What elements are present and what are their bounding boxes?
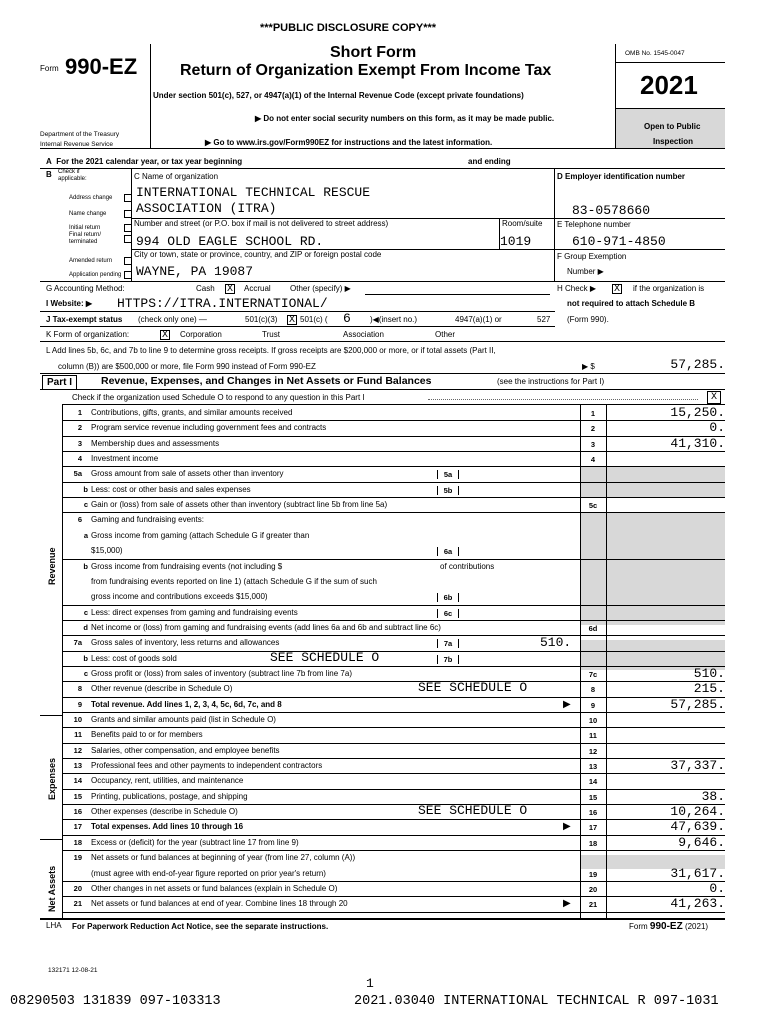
inner-box-label: 7b bbox=[437, 655, 459, 664]
line-number: 20 bbox=[73, 883, 82, 893]
line-label: Net income or (loss) from gaming and fundraising events (add lines 6a and 6b and subtract line 6c) bbox=[91, 622, 441, 632]
line-number: 14 bbox=[73, 776, 82, 786]
k-trust: Trust bbox=[262, 330, 280, 339]
line-amount: 10,264. bbox=[670, 804, 725, 820]
tax-year: 2021 bbox=[640, 70, 698, 100]
l-text-2: column (B)) are $500,000 or more, file Form 990 instead of Form 990-EZ bbox=[58, 362, 316, 371]
l-text-1: L Add lines 5b, 6c, and 7b to line 9 to determine gross receipts. If gross receipts are $200,000 or more, or if total assets (Part II, bbox=[46, 346, 496, 355]
line-column-number: 21 bbox=[588, 900, 598, 910]
line-number: 6 bbox=[77, 515, 82, 525]
line-column-number: 2 bbox=[590, 424, 596, 434]
line-amount: 41,310. bbox=[670, 435, 725, 451]
line-column-number: 18 bbox=[588, 838, 598, 848]
line-column-number: 5c bbox=[588, 501, 598, 511]
line-label: gross income and contributions exceeds $15,000) bbox=[91, 592, 268, 602]
line-amount: 0. bbox=[709, 420, 725, 436]
part1-schedule-o-checkbox[interactable]: X bbox=[707, 391, 721, 404]
line-number: 10 bbox=[73, 715, 82, 724]
line-amount: 9,646. bbox=[678, 834, 725, 850]
b-amended-return: Amended return bbox=[69, 258, 113, 264]
schedule-o-reference: SEE SCHEDULE O bbox=[418, 680, 528, 696]
side-label-expenses: Expenses bbox=[47, 757, 57, 800]
section-a-label: A For the 2021 calendar year, or tax year beginning bbox=[46, 157, 243, 166]
line-number: 5a bbox=[73, 469, 82, 479]
j-note: (check only one) — bbox=[138, 315, 207, 324]
j-501c3: 501(c)(3) bbox=[245, 315, 278, 324]
footer-lha: LHA bbox=[46, 921, 62, 930]
disclosure-notice: ***PUBLIC DISCLOSURE COPY*** bbox=[260, 22, 437, 34]
inner-box-label: 6b bbox=[437, 593, 459, 602]
b-name-change: Name change bbox=[69, 211, 107, 217]
form-number: 990-EZ bbox=[65, 54, 138, 79]
j-label: J Tax-exempt status bbox=[46, 315, 123, 324]
j-insert-number: 6 bbox=[343, 311, 351, 326]
inner-box-label: 6a bbox=[437, 547, 459, 556]
k-association: Association bbox=[343, 330, 384, 339]
k-corporation: Corporation bbox=[180, 330, 222, 339]
street-label: Number and street (or P.O. box if mail is not delivered to street address) bbox=[134, 219, 389, 228]
footer-left-id: 08290503 131839 097-103313 bbox=[10, 994, 221, 1009]
line-column-number: 10 bbox=[588, 716, 598, 725]
line-column-number: 20 bbox=[588, 884, 598, 894]
j-insert-label: )◀(insert no.) bbox=[370, 315, 418, 324]
g-label: G Accounting Method: bbox=[46, 284, 125, 293]
check-if-applicable: Check if applicable: bbox=[58, 169, 87, 182]
and-ending-label: and ending bbox=[468, 157, 511, 166]
line-number: b bbox=[83, 653, 88, 663]
city-label: City or town, state or province, country, and ZIP or foreign postal code bbox=[134, 250, 382, 259]
h-text: if the organization is bbox=[633, 284, 705, 293]
omb-number: OMB No. 1545-0047 bbox=[625, 50, 685, 57]
line-label: Professional fees and other payments to independent contractors bbox=[91, 761, 323, 771]
line-label: Gross income from fundraising events (not including $ bbox=[91, 561, 283, 571]
part1-note: (see the instructions for Part I) bbox=[497, 377, 605, 386]
line-number: c bbox=[83, 500, 88, 510]
line-number: 7a bbox=[73, 638, 82, 648]
room-suite: 1019 bbox=[500, 234, 532, 249]
line-column-number: 14 bbox=[588, 777, 598, 787]
line-column-number: 13 bbox=[588, 762, 598, 772]
inner-box-label: 5b bbox=[437, 486, 459, 495]
goto-note: ▶ Go to www.irs.gov/Form990EZ for instructions and the latest information. bbox=[205, 138, 493, 147]
k-corp-checkbox[interactable]: X bbox=[161, 329, 168, 341]
g-accrual: Accrual bbox=[244, 284, 271, 293]
side-label-revenue: Revenue bbox=[47, 547, 57, 585]
line-label: Investment income bbox=[91, 454, 159, 464]
short-form-title: Short Form bbox=[330, 44, 417, 61]
line-number: 19 bbox=[73, 853, 82, 863]
side-label-net-assets: Net Assets bbox=[47, 865, 57, 912]
line-label: $15,000) bbox=[91, 546, 123, 556]
line-label: Total expenses. Add lines 10 through 16 bbox=[91, 822, 244, 832]
footer-right-id: 2021.03040 INTERNATIONAL TECHNICAL R 097-1031 bbox=[354, 994, 719, 1009]
line-label: Total revenue. Add lines 1, 2, 3, 4, 5c, 6d, 7c, and 8 bbox=[91, 699, 282, 709]
room-label: Room/suite bbox=[502, 219, 543, 228]
line-number: 21 bbox=[73, 899, 82, 909]
line-amount: 0. bbox=[709, 880, 725, 896]
b-final-return: Final return/ terminated bbox=[69, 232, 102, 245]
f-number-label: Number ▶ bbox=[567, 267, 604, 276]
g-accrual-checkbox[interactable]: X bbox=[226, 283, 233, 295]
line-amount: 41,263. bbox=[670, 896, 725, 912]
line-column-number: 4 bbox=[590, 455, 596, 465]
inner-box-label: 5a bbox=[437, 470, 459, 479]
part1-tag: Part I bbox=[42, 375, 77, 390]
line-column-number: 12 bbox=[588, 746, 598, 756]
ssn-note: ▶ Do not enter social security numbers on this form, as it may be made public. bbox=[255, 114, 555, 123]
line-column-number: 8 bbox=[590, 685, 596, 695]
line-label: Contributions, gifts, grants, and similar amounts received bbox=[91, 408, 293, 417]
website-url: HTTPS://ITRA.INTERNATIONAL/ bbox=[117, 296, 328, 311]
k-label: K Form of organization: bbox=[46, 330, 130, 339]
form-word: Form bbox=[40, 64, 59, 73]
f-label: F Group Exemption bbox=[557, 252, 627, 261]
line-label: Gross sales of inventory, less returns and allowances bbox=[91, 638, 280, 648]
phone-value: 610-971-4850 bbox=[572, 234, 666, 249]
line-number: 17 bbox=[73, 822, 82, 832]
line-number: 8 bbox=[77, 684, 82, 694]
line-label: Membership dues and assessments bbox=[91, 438, 220, 448]
line-label: Benefits paid to or for members bbox=[91, 730, 203, 740]
ein-value: 83-0578660 bbox=[572, 203, 651, 218]
irs-label: Internal Revenue Service bbox=[40, 141, 113, 148]
line-amount: 31,617. bbox=[670, 865, 725, 881]
line-number: b bbox=[83, 561, 88, 571]
street-address: 994 OLD EAGLE SCHOOL RD. bbox=[136, 234, 324, 249]
city-state-zip: WAYNE, PA 19087 bbox=[136, 264, 254, 279]
line-label: Gross income from gaming (attach Schedule G if greater than bbox=[91, 530, 310, 540]
line-number: c bbox=[83, 607, 88, 617]
line-label: Net assets or fund balances at end of year. Combine lines 18 through 20 bbox=[91, 899, 348, 909]
line-label: Gross profit or (loss) from sales of inventory (subtract line 7b from line 7a) bbox=[91, 668, 352, 678]
l-amount: 57,285. bbox=[670, 357, 725, 372]
form-subtitle: Under section 501(c), 527, or 4947(a)(1) of the Internal Revenue Code (except private foundations) bbox=[153, 91, 524, 100]
line-amount: 37,337. bbox=[670, 758, 725, 774]
line-column-number: 15 bbox=[588, 792, 598, 802]
i-label: I Website: ▶ bbox=[46, 299, 93, 308]
line-label: Grants and similar amounts paid (list in Schedule O) bbox=[91, 715, 276, 724]
line-label: Gain or (loss) from sale of assets other than inventory (subtract line 5b from line 5a) bbox=[91, 500, 388, 510]
footer-code: 132171 12-08-21 bbox=[48, 967, 98, 974]
line-number: 3 bbox=[77, 438, 82, 448]
page-number: 1 bbox=[366, 976, 374, 991]
line-column-number: 19 bbox=[588, 869, 598, 879]
h-text-3: (Form 990). bbox=[567, 315, 609, 324]
line-label: Excess or (deficit) for the year (subtract line 17 from line 9) bbox=[91, 837, 299, 847]
e-label: E Telephone number bbox=[557, 220, 631, 229]
line-column-number: 6d bbox=[588, 623, 598, 633]
line-amount: 510. bbox=[693, 665, 725, 681]
line-amount: 15,250. bbox=[670, 405, 725, 420]
line-extra-label: of contributions bbox=[440, 561, 495, 571]
line-number: c bbox=[83, 668, 88, 678]
c-label: C Name of organization bbox=[134, 172, 219, 181]
line-column-number: 1 bbox=[590, 409, 596, 418]
h-text-2: not required to attach Schedule B bbox=[567, 299, 696, 308]
open-public: Open to Public bbox=[644, 122, 701, 131]
section-b-label: B bbox=[46, 170, 52, 179]
line-number: d bbox=[83, 622, 88, 632]
line-column-number: 9 bbox=[590, 700, 596, 710]
line-label: from fundraising events reported on line 1) (attach Schedule G if the sum of such bbox=[91, 576, 377, 586]
line-column-number: 16 bbox=[588, 808, 598, 818]
line-number: 18 bbox=[73, 837, 82, 847]
line-amount: 47,639. bbox=[670, 819, 725, 835]
b-application-pending: Application pending bbox=[69, 272, 122, 278]
arrow-icon: ▶ bbox=[563, 898, 571, 910]
g-other: Other (specify) ▶ bbox=[290, 284, 351, 293]
inner-box-label: 7a bbox=[437, 639, 459, 648]
g-cash: Cash bbox=[196, 284, 215, 293]
line-label: Less: direct expenses from gaming and fundraising events bbox=[91, 607, 298, 617]
line-label: Occupancy, rent, utilities, and maintenance bbox=[91, 776, 244, 786]
line-number: 4 bbox=[77, 454, 82, 464]
form-title: Return of Organization Exempt From Income Tax bbox=[180, 62, 552, 79]
line-number: 13 bbox=[73, 761, 82, 771]
arrow-icon: ▶ bbox=[563, 821, 571, 833]
line-column-number: 17 bbox=[588, 823, 598, 833]
line-label: Salaries, other compensation, and employee benefits bbox=[91, 745, 280, 755]
j-4947: 4947(a)(1) or bbox=[455, 315, 502, 324]
line-label: Other expenses (describe in Schedule O) bbox=[91, 807, 238, 817]
line-number: 15 bbox=[73, 791, 82, 801]
h-label: H Check ▶ bbox=[557, 284, 597, 293]
j-501c-checkbox[interactable]: X bbox=[288, 314, 295, 326]
line-number: b bbox=[83, 484, 88, 494]
b-initial-return: Initial return bbox=[69, 225, 101, 231]
line-label: Gross amount from sale of assets other than inventory bbox=[91, 469, 284, 479]
line-amount: 38. bbox=[701, 788, 725, 804]
l-arrow: ▶ $ bbox=[582, 362, 595, 371]
arrow-icon: ▶ bbox=[563, 698, 571, 710]
line-label: Gaming and fundraising events: bbox=[91, 515, 204, 525]
line-number: a bbox=[83, 530, 88, 540]
line-number: 2 bbox=[77, 423, 82, 433]
footer-paperwork: For Paperwork Reduction Act Notice, see the separate instructions. bbox=[72, 922, 329, 931]
open-inspection: Inspection bbox=[653, 137, 694, 146]
line-number: 12 bbox=[73, 745, 82, 755]
org-name-2: ASSOCIATION (ITRA) bbox=[136, 201, 277, 216]
line-column-number: 3 bbox=[590, 439, 596, 449]
line-label: (must agree with end-of-year figure reported on prior year's return) bbox=[91, 868, 326, 878]
part1-title: Revenue, Expenses, and Changes in Net Assets or Fund Balances bbox=[101, 375, 432, 387]
k-other: Other bbox=[435, 330, 456, 339]
d-label: D Employer identification number bbox=[557, 172, 686, 181]
line-label: Other revenue (describe in Schedule O) bbox=[91, 684, 233, 694]
b-address-change: Address change bbox=[69, 195, 113, 201]
line-label: Program service revenue including government fees and contracts bbox=[91, 423, 327, 433]
dept-treasury: Department of the Treasury bbox=[40, 131, 120, 138]
org-name-1: INTERNATIONAL TECHNICAL RESCUE bbox=[136, 185, 371, 200]
line-label: Less: cost or other basis and sales expenses bbox=[91, 484, 251, 494]
line-number: 9 bbox=[77, 699, 82, 709]
line-label: Less: cost of goods sold bbox=[91, 653, 177, 663]
inner-box-label: 6c bbox=[437, 609, 459, 618]
j-501c: 501(c) ( bbox=[300, 315, 328, 324]
schedule-o-reference: SEE SCHEDULE O bbox=[270, 649, 380, 665]
line-column-number: 7c bbox=[588, 669, 598, 679]
line-label: Other changes in net assets or fund balances (explain in Schedule O) bbox=[91, 883, 338, 893]
line-number: 16 bbox=[73, 807, 82, 817]
j-527: 527 bbox=[537, 315, 551, 324]
line-number: 11 bbox=[74, 730, 82, 740]
line-amount: 215. bbox=[693, 681, 725, 697]
inner-box-amount: 510. bbox=[540, 635, 572, 651]
part1-check-text: Check if the organization used Schedule O to respond to any question in this Part I bbox=[72, 393, 365, 402]
h-checkbox[interactable]: X bbox=[613, 283, 620, 295]
line-label: Net assets or fund balances at beginning of year (from line 27, column (A)) bbox=[91, 853, 356, 863]
schedule-o-reference: SEE SCHEDULE O bbox=[418, 803, 528, 819]
footer-form-ref: Form 990-EZ (2021) bbox=[629, 921, 709, 932]
line-amount: 57,285. bbox=[670, 696, 725, 712]
line-number: 1 bbox=[77, 408, 82, 417]
line-column-number: 11 bbox=[589, 731, 597, 741]
line-label: Printing, publications, postage, and shipping bbox=[91, 791, 248, 801]
